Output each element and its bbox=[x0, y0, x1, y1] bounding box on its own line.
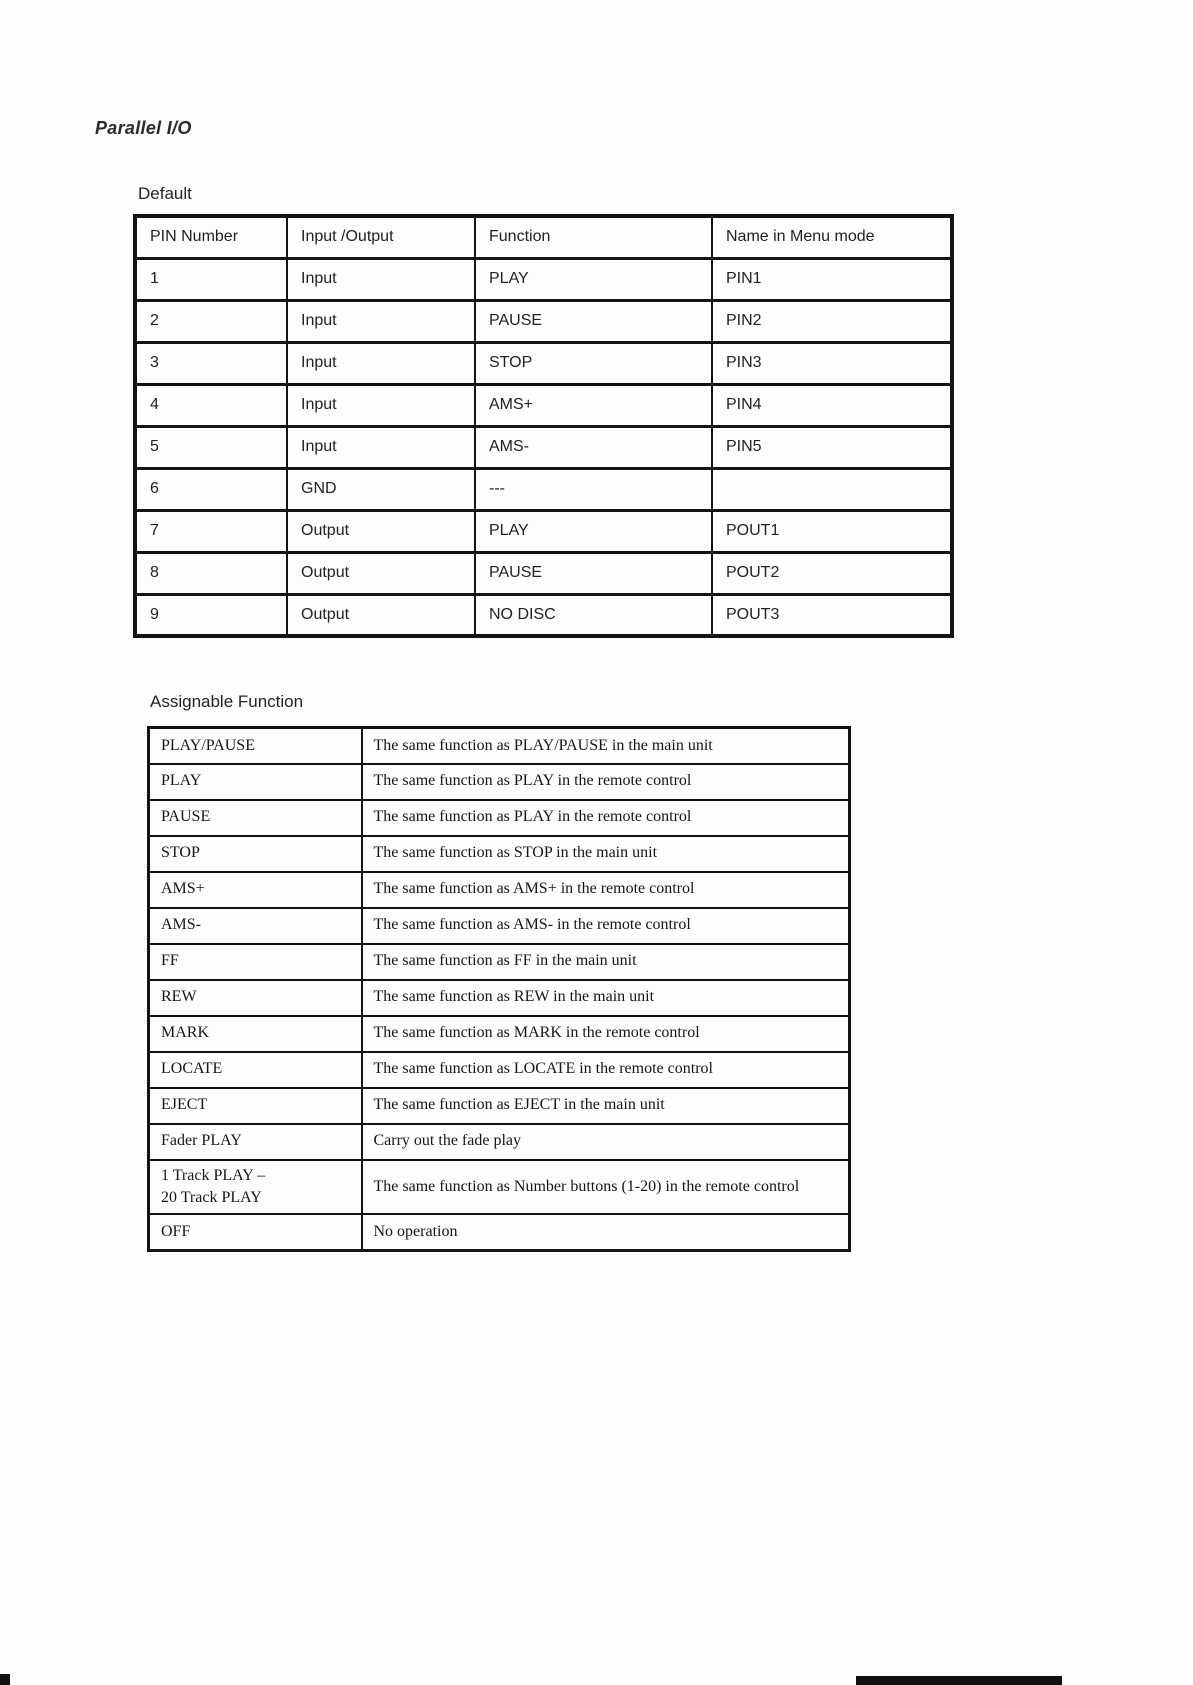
table-row bbox=[149, 872, 850, 908]
table-cell: STOP bbox=[149, 836, 362, 872]
table-cell: REW bbox=[149, 980, 362, 1016]
table-cell: PIN2 bbox=[712, 300, 952, 342]
table-cell: 8 bbox=[135, 552, 287, 594]
table-row bbox=[149, 1124, 850, 1160]
table-cell: AMS- bbox=[475, 426, 712, 468]
default-pin-table bbox=[133, 214, 954, 638]
scan-footer-bar bbox=[856, 1676, 1062, 1685]
table-header-row bbox=[135, 216, 952, 258]
table-cell: 1 bbox=[135, 258, 287, 300]
header-cell-pin-number: PIN Number bbox=[135, 216, 287, 258]
table-row bbox=[135, 552, 952, 594]
table-cell: The same function as LOCATE in the remote control bbox=[362, 1052, 850, 1088]
table-row bbox=[149, 764, 850, 800]
table-cell: 6 bbox=[135, 468, 287, 510]
table-row bbox=[149, 800, 850, 836]
table-cell bbox=[712, 468, 952, 510]
table-cell: PLAY bbox=[475, 510, 712, 552]
table-cell: OFF bbox=[149, 1214, 362, 1250]
table-cell: The same function as MARK in the remote control bbox=[362, 1016, 850, 1052]
table-cell: Input bbox=[287, 384, 475, 426]
table-cell: The same function as EJECT in the main unit bbox=[362, 1088, 850, 1124]
table-cell: MARK bbox=[149, 1016, 362, 1052]
table-row bbox=[149, 1052, 850, 1088]
table-cell: AMS- bbox=[149, 908, 362, 944]
table-cell: 9 bbox=[135, 594, 287, 636]
section-label-default: Default bbox=[138, 184, 192, 203]
header-cell-input-output: Input /Output bbox=[287, 216, 475, 258]
table-cell: The same function as AMS- in the remote control bbox=[362, 908, 850, 944]
table-cell: PIN3 bbox=[712, 342, 952, 384]
header-cell-menu-name: Name in Menu mode bbox=[712, 216, 952, 258]
table-cell: POUT1 bbox=[712, 510, 952, 552]
table-cell: 4 bbox=[135, 384, 287, 426]
table-cell: 2 bbox=[135, 300, 287, 342]
table-row bbox=[135, 426, 952, 468]
header-cell-function: Function bbox=[475, 216, 712, 258]
table-cell: Output bbox=[287, 552, 475, 594]
table-cell: PIN5 bbox=[712, 426, 952, 468]
table-cell: Input bbox=[287, 300, 475, 342]
table-cell: The same function as AMS+ in the remote control bbox=[362, 872, 850, 908]
table-cell: The same function as REW in the main unit bbox=[362, 980, 850, 1016]
table-cell: The same function as FF in the main unit bbox=[362, 944, 850, 980]
table-cell: Fader PLAY bbox=[149, 1124, 362, 1160]
table-cell: 3 bbox=[135, 342, 287, 384]
table-cell: Input bbox=[287, 426, 475, 468]
table-row bbox=[135, 258, 952, 300]
table-cell: 1 Track PLAY – 20 Track PLAY bbox=[149, 1160, 362, 1215]
table-cell: The same function as STOP in the main unit bbox=[362, 836, 850, 872]
table-row bbox=[149, 1016, 850, 1052]
table-cell: 5 bbox=[135, 426, 287, 468]
section-label-assignable: Assignable Function bbox=[150, 692, 304, 711]
table-row bbox=[149, 1088, 850, 1124]
table-row bbox=[149, 980, 850, 1016]
table-cell: PAUSE bbox=[475, 300, 712, 342]
table-row bbox=[135, 384, 952, 426]
page-title: Parallel I/O bbox=[95, 118, 192, 138]
table-row bbox=[149, 908, 850, 944]
table-cell: EJECT bbox=[149, 1088, 362, 1124]
table-row bbox=[135, 300, 952, 342]
table-cell: Output bbox=[287, 510, 475, 552]
table-cell: PIN4 bbox=[712, 384, 952, 426]
table-cell: The same function as PLAY/PAUSE in the main unit bbox=[362, 728, 850, 764]
table-cell: FF bbox=[149, 944, 362, 980]
table-cell: Output bbox=[287, 594, 475, 636]
table-row bbox=[149, 1214, 850, 1250]
table-cell: NO DISC bbox=[475, 594, 712, 636]
table-row bbox=[149, 944, 850, 980]
table-cell: Input bbox=[287, 342, 475, 384]
table-cell: Carry out the fade play bbox=[362, 1124, 850, 1160]
table-row bbox=[135, 468, 952, 510]
table-cell: PLAY bbox=[475, 258, 712, 300]
table-cell: PAUSE bbox=[149, 800, 362, 836]
table-row bbox=[135, 510, 952, 552]
table-cell: No operation bbox=[362, 1214, 850, 1250]
table-cell: AMS+ bbox=[475, 384, 712, 426]
table-cell: AMS+ bbox=[149, 872, 362, 908]
table-cell: LOCATE bbox=[149, 1052, 362, 1088]
table-cell: PLAY bbox=[149, 764, 362, 800]
table-cell: PIN1 bbox=[712, 258, 952, 300]
table-row bbox=[149, 1160, 850, 1215]
table-cell: GND bbox=[287, 468, 475, 510]
table-row bbox=[149, 728, 850, 764]
table-cell: PLAY/PAUSE bbox=[149, 728, 362, 764]
table-row bbox=[135, 594, 952, 636]
table-cell: POUT2 bbox=[712, 552, 952, 594]
table-row bbox=[149, 836, 850, 872]
table-cell: The same function as Number buttons (1-20) in the remote control bbox=[362, 1160, 850, 1215]
table-cell: 7 bbox=[135, 510, 287, 552]
table-cell: Input bbox=[287, 258, 475, 300]
table-cell: PAUSE bbox=[475, 552, 712, 594]
table-cell: STOP bbox=[475, 342, 712, 384]
table-cell: The same function as PLAY in the remote control bbox=[362, 764, 850, 800]
table-cell: POUT3 bbox=[712, 594, 952, 636]
table-cell: The same function as PLAY in the remote control bbox=[362, 800, 850, 836]
table-row bbox=[135, 342, 952, 384]
table-cell: --- bbox=[475, 468, 712, 510]
scan-corner-mark bbox=[0, 1674, 10, 1685]
assignable-function-table bbox=[147, 726, 851, 1252]
